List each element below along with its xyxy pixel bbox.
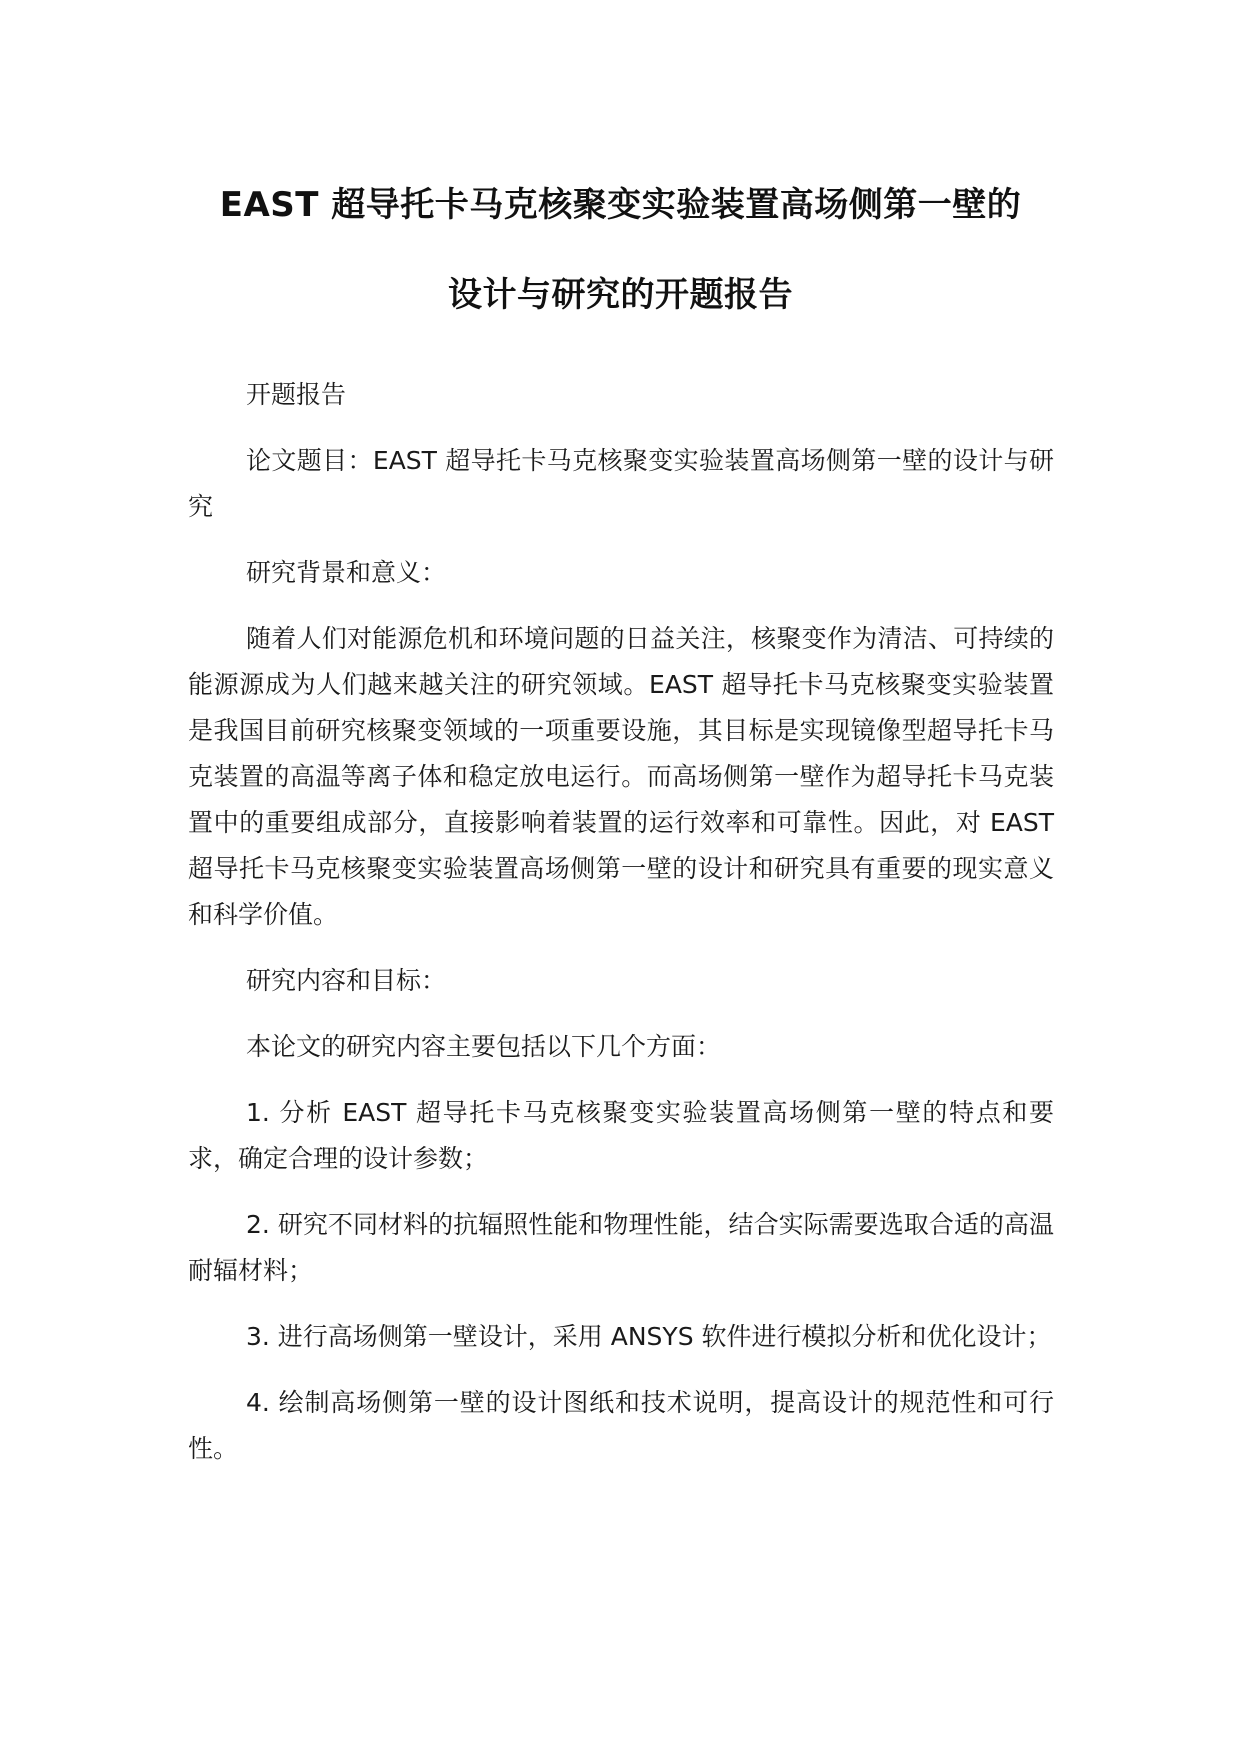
content-intro-paragraph: 本论文的研究内容主要包括以下几个方面： [246,1032,722,1061]
section-heading-report: 开题报告 [246,380,347,409]
thesis-title-paragraph: 论文题目：EAST 超导托卡马克核聚变实验装置高场侧第一壁的设计与研究 [188,446,1054,521]
title-line-2: 设计与研究的开题报告 [448,275,793,315]
list-item-1: 1. 分析 EAST 超导托卡马克核聚变实验装置高场侧第一壁的特点和要求，确定合理的设计参数； [188,1098,1054,1173]
list-item-3: 3. 进行高场侧第一壁设计，采用 ANSYS 软件进行模拟分析和优化设计； [246,1322,1052,1351]
section-heading-content: 研究内容和目标： [246,966,447,995]
section-heading-background: 研究背景和意义： [246,558,447,587]
title-line-1: EAST 超导托卡马克核聚变实验装置高场侧第一壁的 [219,185,1022,225]
document-title [150,160,1091,340]
document-body [188,372,1054,1492]
list-item-2: 2. 研究不同材料的抗辐照性能和物理性能，结合实际需要选取合适的高温耐辐材料； [188,1210,1054,1285]
list-item-4: 4. 绘制高场侧第一壁的设计图纸和技术说明，提高设计的规范性和可行性。 [188,1388,1054,1463]
background-paragraph: 随着人们对能源危机和环境问题的日益关注，核聚变作为清洁、可持续的能源源成为人们越来越关注的研究领域。EAST 超导托卡马克核聚变实验装置是我国目前研究核聚变领域的一项重要设施，其目标是实现镜像型超导托卡马克装置的高温等离子体和稳定放电运行。而高场侧第一壁作为超导托卡马克装置中的重要组成部分，直接影响着装置的运行效率和可靠性。因此，对 EAST 超导托卡马克核聚变实验装置高场侧第一壁的设计和研究具有重要的现实意义和科学价值。 [188,624,1054,929]
